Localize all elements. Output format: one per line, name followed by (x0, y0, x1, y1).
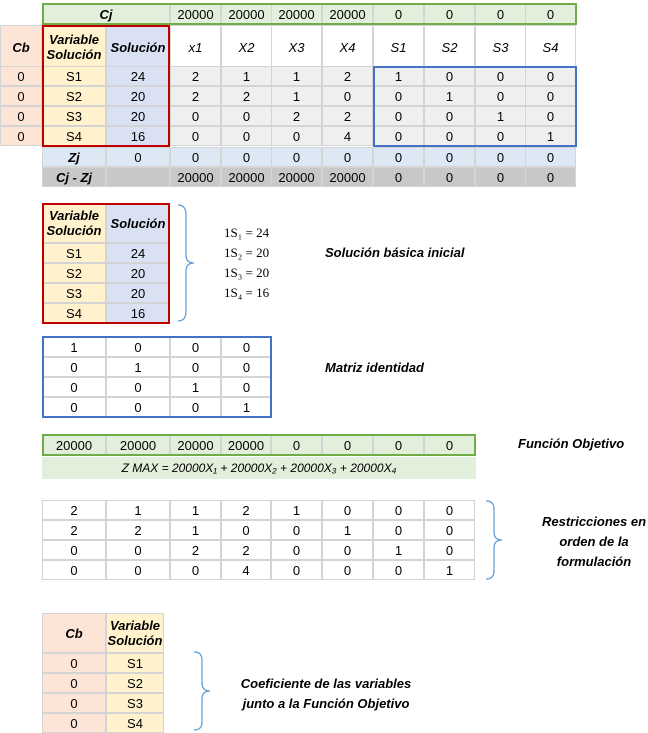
constraint-cell: 2 (170, 540, 221, 560)
objective-coefficient: 0 (322, 435, 373, 455)
basic-variable: S1 (42, 66, 106, 86)
basic-solution-label: Solución básica inicial (325, 245, 465, 260)
zj-value: 0 (525, 147, 576, 167)
coefficient-cell: 0 (221, 126, 272, 146)
coefficient-cell: 1 (424, 86, 475, 106)
identity-cell: 0 (106, 397, 170, 417)
basic-variable: S3 (106, 693, 164, 713)
coefficient-cell: 1 (271, 66, 322, 86)
constraint-cell: 0 (322, 500, 373, 520)
basic-variable: S1 (106, 653, 164, 673)
cj-zj-value: 20000 (322, 167, 373, 187)
variable-header: S1 (373, 25, 424, 69)
coefficient-cell: 0 (475, 86, 526, 106)
zj-label: Zj (42, 147, 106, 167)
coefficient-cell: 2 (271, 106, 322, 126)
zj-value: 0 (424, 147, 475, 167)
cb-value: 0 (0, 106, 42, 126)
constraint-cell: 2 (221, 540, 271, 560)
coefficient-cell: 1 (525, 126, 576, 146)
variable-header: X4 (322, 25, 373, 69)
basic-variable: S1 (42, 243, 106, 263)
cj-zj-value: 0 (525, 167, 576, 187)
identity-cell: 0 (106, 337, 170, 357)
objective-coefficient: 0 (271, 435, 322, 455)
cj-zj-value: 0 (475, 167, 526, 187)
constraint-cell: 0 (322, 560, 373, 580)
basic-variable: S4 (106, 713, 164, 733)
zj-solution: 0 (106, 147, 170, 167)
cb-value: 0 (42, 673, 106, 693)
coefficient-cell: 0 (322, 86, 373, 106)
coefficient-cell: 0 (475, 126, 526, 146)
coefficient-cell: 0 (475, 66, 526, 86)
coefficient-cell: 0 (424, 126, 475, 146)
varsol-header: Variable Solución (106, 613, 164, 653)
identity-cell: 0 (106, 377, 170, 397)
coefficient-cell: 0 (373, 106, 424, 126)
coefficient-cell: 0 (221, 106, 272, 126)
constraint-cell: 0 (322, 540, 373, 560)
solution-value: 20 (106, 283, 170, 303)
constraint-cell: 2 (42, 520, 106, 540)
coefficient-cell: 0 (170, 106, 221, 126)
basic-equation: 1S₁ = 24 (224, 225, 270, 240)
coefficient-cell: 0 (424, 106, 475, 126)
constraint-cell: 1 (322, 520, 373, 540)
zj-value: 0 (271, 147, 322, 167)
solution-value: 20 (106, 86, 170, 106)
constraint-cell: 0 (373, 560, 424, 580)
cb-value: 0 (0, 86, 42, 106)
coefficient-cell: 1 (271, 86, 322, 106)
cj-value: 0 (525, 3, 576, 25)
constraint-cell: 0 (424, 520, 475, 540)
constraint-cell: 0 (221, 520, 271, 540)
cb-value: 0 (0, 66, 42, 86)
basic-equation: 1S₄ = 16 (224, 285, 270, 300)
constraint-cell: 0 (106, 540, 170, 560)
constraint-cell: 0 (424, 500, 475, 520)
coefficient-cell: 0 (525, 66, 576, 86)
identity-cell: 1 (106, 357, 170, 377)
solution-value: 16 (106, 303, 170, 323)
basic-variable: S3 (42, 106, 106, 126)
objective-formula-text: Z MAX = 20000X₁ + 20000X₂ + 20000X₃ + 20000X₄ (121, 461, 397, 475)
variable-header: S4 (525, 25, 576, 69)
coefficient-cell: 2 (322, 106, 373, 126)
identity-cell: 0 (42, 377, 106, 397)
variable-header: S3 (475, 25, 526, 69)
cb-value: 0 (42, 713, 106, 733)
cj-value: 0 (424, 3, 475, 25)
objective-label: Función Objetivo (518, 436, 625, 451)
constraint-cell: 0 (373, 520, 424, 540)
identity-cell: 0 (221, 357, 272, 377)
cj-value: 20000 (271, 3, 322, 25)
constraint-cell: 1 (170, 520, 221, 540)
constraint-cell: 1 (373, 540, 424, 560)
cb-header: Cb (42, 613, 106, 653)
cb-value: 0 (42, 693, 106, 713)
solution-value: 24 (106, 66, 170, 86)
varsol-header: Variable Solución (42, 203, 106, 243)
constraint-cell: 0 (271, 520, 322, 540)
cj-value: 20000 (221, 3, 272, 25)
cj-zj-value: 20000 (221, 167, 272, 187)
solution-value: 20 (106, 106, 170, 126)
coefficient-cell: 2 (170, 86, 221, 106)
cj-label: Cj (42, 3, 170, 25)
objective-coefficient: 20000 (106, 435, 170, 455)
coefficient-cell: 0 (424, 66, 475, 86)
cb-header: Cb (0, 25, 42, 69)
coefficient-cell: 2 (322, 66, 373, 86)
solution-header: Solución (106, 25, 170, 69)
variable-header: x1 (170, 25, 221, 69)
coefficient-cell: 1 (373, 66, 424, 86)
coefficient-cell: 0 (525, 86, 576, 106)
identity-cell: 0 (221, 377, 272, 397)
basic-variable: S4 (42, 303, 106, 323)
objective-coefficient: 0 (373, 435, 424, 455)
variable-header: X2 (221, 25, 272, 69)
solution-header: Solución (106, 203, 170, 243)
constraint-cell: 0 (106, 560, 170, 580)
constraint-cell: 0 (271, 540, 322, 560)
basic-variable: S2 (42, 263, 106, 283)
identity-cell: 1 (170, 377, 221, 397)
identity-cell: 0 (170, 357, 221, 377)
objective-coefficient: 20000 (42, 435, 106, 455)
basic-variable: S3 (42, 283, 106, 303)
cj-zj-value: 20000 (271, 167, 322, 187)
constraint-cell: 1 (271, 500, 322, 520)
coefficient-cell: 0 (373, 86, 424, 106)
constraint-cell: 2 (42, 500, 106, 520)
constraint-cell: 0 (373, 500, 424, 520)
constraint-cell: 0 (170, 560, 221, 580)
zj-value: 0 (475, 147, 526, 167)
constraint-cell: 0 (42, 540, 106, 560)
coefficient-cell: 2 (221, 86, 272, 106)
constraint-cell: 4 (221, 560, 271, 580)
zj-value: 0 (373, 147, 424, 167)
basic-equation: 1S₃ = 20 (224, 265, 270, 280)
constraint-cell: 1 (424, 560, 475, 580)
cj-value: 0 (373, 3, 424, 25)
identity-cell: 0 (170, 397, 221, 417)
identity-cell: 1 (42, 337, 106, 357)
basic-variable: S2 (42, 86, 106, 106)
cj-value: 20000 (322, 3, 373, 25)
cj-value: 0 (475, 3, 526, 25)
right-brace-icon (176, 203, 196, 323)
zj-value: 0 (322, 147, 373, 167)
coefficient-cell: 1 (475, 106, 526, 126)
cj-zj-value: 20000 (170, 167, 221, 187)
objective-formula (42, 461, 476, 475)
right-brace-icon (192, 650, 212, 732)
varsol-header: Variable Solución (42, 25, 106, 69)
solution-value: 16 (106, 126, 170, 146)
identity-cell: 0 (42, 397, 106, 417)
coefficient-cell: 0 (525, 106, 576, 126)
variable-header: X3 (271, 25, 322, 69)
constraint-cell: 1 (170, 500, 221, 520)
constraints-label: Restricciones en orden de la formulación (541, 514, 647, 569)
cb-value: 0 (42, 653, 106, 673)
identity-cell: 0 (221, 337, 272, 357)
objective-coefficient: 0 (424, 435, 475, 455)
cj-zj-value: 0 (373, 167, 424, 187)
basic-variable: S4 (42, 126, 106, 146)
constraint-cell: 2 (106, 520, 170, 540)
coefficient-cell: 0 (373, 126, 424, 146)
identity-label: Matriz identidad (325, 360, 424, 375)
constraint-cell: 1 (106, 500, 170, 520)
identity-cell: 0 (42, 357, 106, 377)
coefficients-label: Coeficiente de las variables junto a la Función Objetivo (240, 676, 412, 711)
variable-header: S2 (424, 25, 475, 69)
objective-coefficient: 20000 (170, 435, 221, 455)
objective-coefficient: 20000 (221, 435, 271, 455)
basic-equation: 1S₂ = 20 (224, 245, 270, 260)
solution-value: 24 (106, 243, 170, 263)
constraint-cell: 0 (424, 540, 475, 560)
solution-value: 20 (106, 263, 170, 283)
constraint-cell: 0 (42, 560, 106, 580)
zj-value: 0 (170, 147, 221, 167)
cj-zj-label: Cj - Zj (42, 167, 106, 187)
coefficient-cell: 0 (170, 126, 221, 146)
coefficient-cell: 4 (322, 126, 373, 146)
identity-cell: 1 (221, 397, 272, 417)
coefficient-cell: 2 (170, 66, 221, 86)
coefficient-cell: 0 (271, 126, 322, 146)
cj-value: 20000 (170, 3, 221, 25)
coefficient-cell: 1 (221, 66, 272, 86)
right-brace-icon (484, 499, 506, 581)
constraint-cell: 2 (221, 500, 271, 520)
zj-value: 0 (221, 147, 272, 167)
cj-zj-empty (106, 167, 170, 187)
cb-value: 0 (0, 126, 42, 146)
cj-zj-value: 0 (424, 167, 475, 187)
basic-variable: S2 (106, 673, 164, 693)
identity-cell: 0 (170, 337, 221, 357)
constraint-cell: 0 (271, 560, 322, 580)
